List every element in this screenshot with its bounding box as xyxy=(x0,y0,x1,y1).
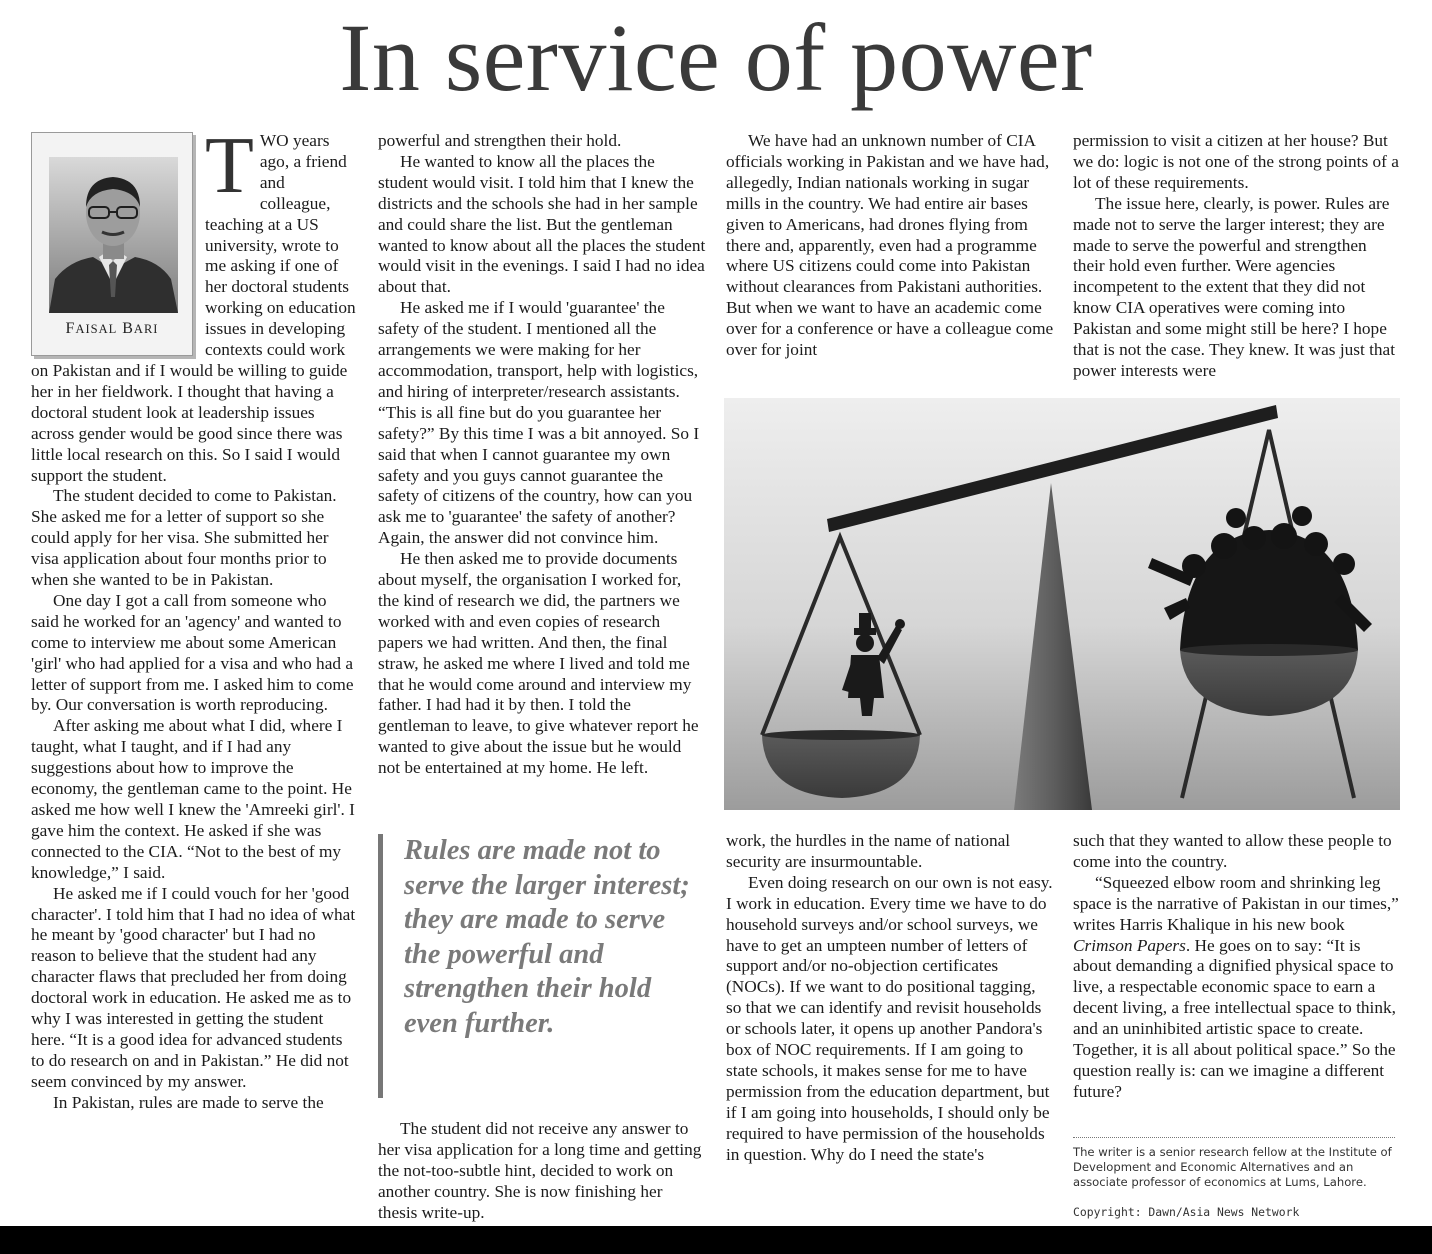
pull-quote xyxy=(378,834,703,1098)
paragraph: work, the hurdles in the name of national security are insurmountable. xyxy=(726,831,1011,871)
column-1 xyxy=(31,131,358,1226)
paragraph: After asking me about what I did, where I taught, what I taught, and if I had any suggestions about how to improve the economy, the gentleman came to the point. He asked me how well I knew the 'Amreeki girl'. I gave him the context. He asked if she was connected to the CIA. “Not to the best of my knowledge,” I said. xyxy=(31,716,355,882)
copyright-line: Copyright: Dawn/Asia News Network xyxy=(1073,1205,1300,1219)
paragraph: WO years ago, a friend and colleague, teaching at a US university, wrote to me asking if one of her doctoral students working on education issues in developing contexts could work on Pakistan and if I would be willing to guide her in her fieldwork. I thought that having a doctoral student look at leadership issues across gender would be good since there was little local research on this. So I said I would support the student. xyxy=(31,131,356,485)
author-byline: FAISAL BARI xyxy=(65,320,159,337)
paragraph: He then asked me to provide documents about myself, the organisation I worked for, the kind of research we did, the partners we worked with and even copies of research papers we had written. And then, the final straw, he asked me where I lived and told me that he would come around and interview my father. I had had it by then. I told the gentleman to leave, to give whatever report he wanted to give about the issue but he would not be entertained at my home. He left. xyxy=(378,549,699,778)
author-photo xyxy=(49,157,178,313)
paragraph: In Pakistan, rules are made to serve the xyxy=(53,1092,324,1112)
paragraph: He asked me if I could vouch for her 'good character'. I told him that I had no idea of what he meant by 'good character' but I had no reason to believe that the student had any character flaws that precluded her from doing doctoral work in education. He asked me as to why I was interested in getting the student here. “It is a good idea for advanced students to do research on and in Pakistan.” He did not seem convinced by my answer. xyxy=(31,883,356,1091)
paragraph: The student did not receive any answer to her visa application for a long time and getting the not-too-subtle hint, decided to work on another country. She is now finishing her thesis write-up. xyxy=(378,1119,702,1222)
scale-illustration xyxy=(724,398,1400,810)
drop-cap: T xyxy=(205,131,254,210)
column-2-top xyxy=(378,131,706,821)
column-4-top xyxy=(1073,131,1401,383)
author-bio: The writer is a senior research fellow at the Institute of Development and Economic Alternatives and an associate professor of economics at Lums, Lahore. xyxy=(1073,1145,1392,1190)
paragraph: He asked me if I would 'guarantee' the safety of the student. I mentioned all the arrangements we were making for her accommodation, transport, help with logistics, and hiring of interpreter/research assistants. “This is all fine but do you guarantee her safety?” By this time I was a bit annoyed. So I said that when I cannot guarantee my own safety and you guys cannot guarantee the safety of citizens of the country, how can you ask me to 'guarantee' the safety of another? Again, the answer did not convince him. xyxy=(378,298,700,548)
headline: In service of power xyxy=(339,4,1093,111)
paragraph: “Squeezed elbow room and shrinking leg space is the narrative of Pakistan in our times,” writes Harris Khalique in his new book Crimson Papers. He goes on to say: “It is about demanding a dignified physical space to live, a respectable economic space to earn a decent living, a free intellectual space to think, and an uninhibited artistic space to create. Together, it is all about political space.” So the question really is: can we imagine a different future? xyxy=(1073,872,1399,1101)
paragraph: powerful and strengthen their hold. xyxy=(378,131,622,150)
pull-quote-text: Rules are made not to serve the larger interest; they are made to serve the powerful and strengthen their hold even further. xyxy=(404,835,690,1039)
paragraph: The student decided to come to Pakistan. She asked me for a letter of support so she could apply for her visa. She submitted her visa application about four months prior to when she wanted to be in Pakistan. xyxy=(31,486,337,590)
book-title: Crimson Papers xyxy=(1073,935,1186,955)
paragraph: One day I got a call from someone who said he worked for an 'agency' and wanted to come to interview me about some American 'girl' who had applied for a visa and who had a letter of support from me. I asked him to come by. Our conversation is worth reproducing. xyxy=(31,590,354,715)
dotted-divider xyxy=(1073,1137,1395,1138)
paragraph: permission to visit a citizen at her house? But we do: logic is not one of the strong points of a lot of these requirements. xyxy=(1073,131,1399,192)
column-3-bottom xyxy=(726,831,1054,1226)
paragraph: We have had an unknown number of CIA officials working in Pakistan and we have had, allegedly, Indian nationals working in sugar mills in the country. We had entire air bases given to Americans, had drones flying from there and, apparently, even had a programme where US citizens could come into Pakistan without clearances from Pakistani authorities. But when we want to have an academic come over for a conference or have a colleague come over for joint xyxy=(726,131,1054,360)
column-3-top xyxy=(726,131,1054,383)
column-2-bottom xyxy=(378,1119,706,1226)
paragraph: Even doing research on our own is not easy. I work in education. Every time we have to do household surveys and/or school surveys, we have to get an umpteen number of letters of support and/or no-objection certificates (NOCs). If we want to do positional tagging, so that we can identify and revisit households or schools later, it opens up another Pandora's box of NOC requirements. If I am going to state schools, it makes sense for me to have permission from the education department, but if I am going into households, I should only be required to have permission of the households in question. Why do I need the state's xyxy=(726,872,1053,1164)
paragraph: The issue here, clearly, is power. Rules are made not to serve the larger interest; they are made to serve the powerful and strengthen their hold even further. Were agencies incompetent to the extent that they did not know CIA operatives were coming into Pakistan and some might still be here? I hope that is not the case. They knew. It was just that power interests were xyxy=(1073,193,1396,380)
paragraph: such that they wanted to allow these people to come into the country. xyxy=(1073,831,1392,871)
paragraph: He wanted to know all the places the student would visit. I told him that I knew the districts and the schools she had in her sample and could share the list. But the gentleman wanted to know about all the places the student would visit in the evenings. I said I had no idea about that. xyxy=(378,151,706,297)
author-box xyxy=(31,132,193,356)
